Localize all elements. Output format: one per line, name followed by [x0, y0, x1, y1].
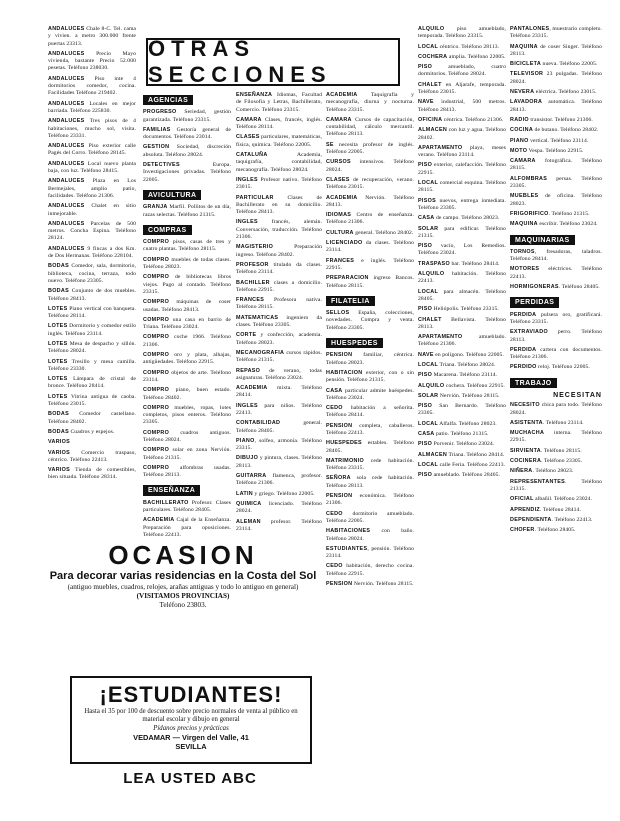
classified-ad: CAMARA fotográfica. Teléfono 28115. — [510, 158, 602, 172]
classified-ad: PISO amueblado. Teléfono 28405. — [418, 472, 501, 479]
column-2 — [143, 92, 231, 542]
section-title-text: OTRAS SECCIONES — [148, 36, 332, 87]
classified-ad: SIRVIENTA. Teléfono 28115. — [510, 447, 582, 454]
section-header: PERDIDAS — [510, 297, 559, 307]
classified-ad: NECESITO chica para todo. Teléfono 28024. — [510, 402, 602, 416]
classified-ad: LOTES Mesa de despacho y sillón. Teléfono 28024. — [48, 340, 136, 355]
classified-ad: ANDALUCES Tres pisos de 4 habitaciones, mucho sol, visita. Teléfono 23331. — [48, 118, 136, 139]
classified-ad: GRANJA Marfil. Pollitos de un día, razas selectas. Teléfono 21315. — [143, 204, 231, 218]
classified-ad: FRIGORIFICO. Teléfono 21315. — [510, 210, 590, 217]
classified-ad: PENSION familiar, céntrica. Teléfono 28023. — [326, 352, 414, 366]
classified-ad: ANDALUCES Chalet en sitio inmejorable. — [48, 203, 136, 217]
classified-ad: LOCAL comercial esquina. Teléfono 28115. — [418, 180, 506, 194]
ad-ocasion-headline: OCASION — [108, 540, 258, 570]
classified-ad: FRANCES e inglés. Teléfono 22915. — [326, 257, 414, 271]
classified-ad: HUESPEDES estables. Teléfono 28405. — [326, 440, 414, 454]
section-title — [146, 38, 400, 86]
classified-ad: HABITACIONES con baño. Teléfono 28024. — [326, 528, 414, 542]
ad-estudiantes-address1: VEDAMAR — Virgen del Valle, 41 — [133, 733, 249, 743]
section-header: ENSEÑANZA — [143, 485, 200, 495]
classified-ad: ACADEMIA Nervión. Teléfono 28413. — [326, 194, 414, 208]
classified-ad: VARIOS — [48, 439, 71, 446]
classified-ad: VARIOS Comercio traspaso, céntrico. Teléfono 22413. — [48, 449, 136, 463]
classified-ad: CHALET Bellavista. Teléfono 28113. — [418, 316, 506, 330]
classified-ad: MUCHACHA interna. Teléfono 22915. — [510, 430, 602, 444]
classified-ad: COMPRO solar en zona Nervión. Teléfono 21315. — [143, 447, 231, 461]
classified-ad: GESTION Sociedad, discreción absoluta. Teléfono 28024. — [143, 144, 231, 158]
classified-ad: MAGISTERIO Preparación ingreso. Teléfono 28402. — [236, 244, 322, 258]
classified-ad: ACADEMIA Cajal de la Enseñanza. Preparación para oposiciones. Teléfono 22413. — [143, 517, 231, 538]
classified-ad: DIBUJO y pintura, clases. Teléfono 28113. — [236, 455, 322, 469]
classified-ad: CEDO habitación a señorita. Teléfono 28414. — [326, 405, 414, 419]
classified-ad: LOCAL céntrico. Teléfono 28113. — [418, 43, 500, 50]
classified-ad: QUIMICA licenciado. Teléfono 28024. — [236, 500, 322, 515]
classified-ad: COCHERA amplia. Teléfono 22005. — [418, 53, 506, 60]
classified-ad: LOCAL calle Feria. Teléfono 22413. — [418, 461, 506, 468]
classified-ad: ANDALUCES Piso inte 4 dormitorios comedor, cocina. Facilidades Teléfono 219402. — [48, 75, 136, 97]
ad-ocasion — [48, 540, 318, 610]
ad-estudiantes-body: Hasta el 35 por 100 de descuento sobre precio normales de venta al público en material escolar y dibujo en general — [84, 708, 298, 724]
classified-ad: LOCAL Alfalfa. Teléfono 28023. — [418, 420, 497, 427]
classified-ad: LOCAL Triana. Teléfono 28024. — [418, 361, 496, 368]
classified-ad: DEPENDIENTA. Teléfono 22413. — [510, 516, 593, 523]
classified-ad: ALQUILO cochera. Teléfono 22915. — [418, 382, 505, 389]
classified-ad: COMPRO de bibliotecas libros viejos. Pago al contado. Teléfono 23315. — [143, 274, 231, 295]
classified-ad: CATALUÑA Academia, taquigrafía, contabilidad, mecanografía. Teléfono 28024. — [236, 152, 322, 173]
classified-ad: PROGRESO Seriedad, gestión garantizada. Teléfono 23315. — [143, 109, 231, 123]
classified-ad: MATRIMONIO cede habitación. Teléfono 23315. — [326, 457, 414, 472]
classified-ad: SOLAR Nervión. Teléfono 28115. — [418, 392, 500, 399]
classified-ad: PIANO vertical. Teléfono 23114. — [510, 137, 589, 144]
classified-ad: MAQUINA de coser Singer. Teléfono 28113. — [510, 43, 602, 57]
classified-ad: APARTAMENTO amueblado. Teléfono 21306. — [418, 334, 506, 348]
classified-ad: ANDALUCES Local nuevo planta baja, con luz. Teléfono 28415. — [48, 160, 136, 175]
classified-ad: PANTALONES, muestrario completo. Teléfono 23315. — [510, 26, 602, 40]
section-header: AVICULTURA — [143, 190, 201, 200]
classified-ad: BODAS Comedor castellano. Teléfono 28402. — [48, 411, 136, 425]
classified-ad: PIANO, solfeo, armonía. Teléfono 23315. — [236, 437, 322, 452]
classified-ad: TELEVISOR 23 pulgadas. Teléfono 28024. — [510, 71, 602, 85]
classified-ad: ANDALUCES Parcelas de 500 metros. Concha Espina. Teléfono 28124. — [48, 220, 136, 242]
classified-ad: MECANOGRAFIA cursos rápidos. Teléfono 21315. — [236, 349, 322, 364]
ad-estudiantes-cta: Pídanos precios y prácticas — [153, 724, 229, 732]
classified-ad: COCINA de butano. Teléfono 28402. — [510, 127, 599, 134]
classified-ad: COMPRO cuadros antiguos. Teléfono 28024. — [143, 429, 231, 443]
classified-ad: INGLES Profesor nativo. Teléfono 23015. — [236, 176, 322, 191]
classified-ad: CULTURA general. Teléfono 28402. — [326, 229, 414, 236]
classified-ad: CEDO habitación, derecho cocina. Teléfono 22915. — [326, 563, 414, 577]
classified-ad: OFICIAL albañil. Teléfono 23024. — [510, 496, 593, 503]
classified-ad: CASA particular admite huéspedes. Teléfono 23024. — [326, 387, 414, 401]
classified-ad: BACHILLERATO Profesor. Clases particulares. Teléfono 28405. — [143, 499, 231, 514]
classified-ad: OFICINA céntrica. Teléfono 21306. — [418, 116, 504, 123]
classified-ad: ANDALUCES Precio Mayo vivienda, bastante Precio 52.000 pesetas. Teléfono 238030. — [48, 50, 136, 72]
classified-ad: PISO Macarena. Teléfono 23114. — [418, 372, 498, 379]
classified-ad: FRANCES Profesora nativa. Teléfono 28115. — [236, 297, 322, 311]
classified-ad: REPASO de verano, todas asignaturas. Teléfono 23024. — [236, 367, 322, 381]
classified-ad: PENSION Nervión. Teléfono 28115. — [326, 581, 414, 588]
classified-ad: GUITARRA flamenca, profesor. Teléfono 21306. — [236, 473, 322, 487]
classified-ad: CONTABILIDAD general. Teléfono 28405. — [236, 420, 322, 434]
column-3 — [236, 92, 322, 536]
classified-ad: PENSION económica. Teléfono 21306. — [326, 493, 414, 507]
classified-ad: NIÑERA. Teléfono 28023. — [510, 468, 574, 475]
classified-ad: IDIOMAS Centro de enseñanza. Teléfono 21306. — [326, 212, 414, 226]
classified-ad: LOTES Dormitorio y comedor estilo inglés. Teléfono 23114. — [48, 323, 136, 337]
classified-ad: COMPRO muebles de todas clases. Teléfono 28023. — [143, 256, 231, 271]
classified-ad: INGLES para niños. Teléfono 22413. — [236, 402, 322, 416]
classified-ad: MUEBLES de oficina. Teléfono 28023. — [510, 193, 602, 207]
classified-ad: ALMACEN Triana. Teléfono 28414. — [418, 451, 505, 458]
classified-ad: HABITACION exterior, con o sin pensión. Teléfono 21315. — [326, 369, 414, 384]
classified-ad: ENSEÑANZA Idiomas, Facultad de Filosofía y Letras, Bachillerato, Comercio. Teléfono 23315. — [236, 92, 322, 113]
classified-ad: SE necesita profesor de inglés. Teléfono 22005. — [326, 141, 414, 156]
ad-estudiantes — [70, 676, 312, 764]
classified-ad: INGLES francés, alemán. Conversación, traducción. Teléfono 21306. — [236, 219, 322, 241]
classified-ad: COMPRO alfombras usadas. Teléfono 28113. — [143, 464, 231, 479]
classified-ad: APARTAMENTO playa, meses verano. Teléfono 23114. — [418, 144, 506, 159]
classified-ad: DETECTIVES Europa. Investigaciones privadas. Teléfono 22005. — [143, 162, 231, 183]
classified-ad: PISO vacío, Los Remedios. Teléfono 23024. — [418, 243, 506, 257]
classified-ad: COMPRO pisos, casas de tres y cuatro plantas. Teléfono 28115. — [143, 239, 231, 253]
classified-ad: LICENCIADO da clases. Teléfono 23114. — [326, 240, 414, 254]
classified-ad: ACADEMIA mixta. Teléfono 28414. — [236, 385, 322, 399]
classified-ad: ACADEMIA Taquigrafía y mecanografía, diurna y nocturna. Teléfono 23315. — [326, 92, 414, 113]
classified-ad: FAMILIAS Gestoría general de documentos. Teléfono 23014. — [143, 126, 231, 141]
classified-ad: CURSOS intensivos. Teléfono 28024. — [326, 159, 414, 173]
classified-ad: ANDALUCES Locales en mejor barriada. Teléfono 225830. — [48, 100, 136, 114]
classified-ad: NAVE en polígono. Teléfono 22005. — [418, 351, 504, 358]
ad-estudiantes-address2: SEVILLA — [175, 742, 207, 752]
classified-ad: MOTO Vespa. Teléfono 22915. — [510, 147, 584, 154]
classified-ad: CASA de campo. Teléfono 28023. — [418, 215, 500, 222]
classified-ad: COMPRO muebles, ropas, lotes completos, pisos enteros. Teléfono 23305. — [143, 404, 231, 426]
classified-ad: CAMARA Cursos de capacitación, contabilidad, cálculo mercantil. Teléfono 28113. — [326, 116, 414, 138]
column-1 — [48, 26, 136, 485]
classified-ad: VARIOS Tienda de comestibles, bien situada. Teléfono 28314. — [48, 467, 136, 481]
classified-ad: COMPRO objetos de arte. Teléfono 23114. — [143, 369, 231, 383]
classified-ad: ANDALUCES Plaza en Los Bermejales, amplio patio, facilidades. Teléfono 21306. — [48, 178, 136, 199]
classified-ad: PROFESOR titulado da clases. Teléfono 23114. — [236, 261, 322, 276]
classified-ad: PISO Heliópolis. Teléfono 23315. — [418, 306, 499, 313]
classified-ad: ALQUILO piso amueblado, temporada. Teléfono 23315. — [418, 26, 506, 40]
classified-ad: PISO exterior, calefacción. Teléfono 22915. — [418, 162, 506, 176]
classified-ad: MATEMATICAS ingeniero da clases. Teléfono 23305. — [236, 314, 322, 329]
classified-ad: ALQUILO habitación. Teléfono 22413. — [418, 271, 506, 285]
classified-ad: CHALET en Aljarafe, temporada. Teléfono 23015. — [418, 81, 506, 96]
classified-ad: CLASES particulares, matemáticas, física, química. Teléfono 22005. — [236, 134, 323, 148]
classified-ad: LOTES Lámpara de cristal de bronce. Teléfono 28414. — [48, 376, 136, 390]
classified-ad: COMPRO una casa en barrio de Triana. Teléfono 23024. — [143, 316, 231, 331]
classified-ad: CORTE y confección, academia. Teléfono 28023. — [236, 332, 322, 346]
classified-ad: BODAS Conjunto de dos muebles. Teléfono 28413. — [48, 288, 136, 302]
ad-ocasion-line3: (VISITAMOS PROVINCIAS) — [136, 592, 230, 600]
section-subheader: NECESITAN — [553, 391, 602, 399]
section-header: MAQUINARIAS — [510, 235, 575, 245]
classified-ad: APRENDIZ. Teléfono 28414. — [510, 506, 581, 513]
section-header: FILATELIA — [326, 296, 375, 306]
classified-ad: HORMIGONERAS. Teléfono 28405. — [510, 284, 600, 291]
classified-ad: PISOS nuevos, entrega inmediata. Teléfono 23305. — [418, 197, 506, 211]
classified-ad: SOLAR para edificar. Teléfono 21315. — [418, 225, 506, 239]
classified-ad: MAQUINA escribir. Teléfono 23024. — [510, 221, 598, 228]
classified-ad: ANDALUCES Chale 8-C. Tel. cama y vivien. a metro 300.000 frente puertas 23313. — [48, 26, 136, 47]
classified-ad: MOTORES eléctricos. Teléfono 22413. — [510, 266, 602, 280]
classified-ad: COMPRO máquinas de coser usadas. Teléfono 28413. — [143, 299, 231, 313]
classified-ad: LOCAL para almacén. Teléfono 28405. — [418, 288, 506, 302]
classified-ad: PERDIDA pulsera oro, gratificará. Teléfono 23315. — [510, 311, 602, 325]
classified-ad: PISO Porvenir. Teléfono 23024. — [418, 441, 495, 448]
classified-ad: LOTES Tresillo y mesa camilla. Teléfono 23330. — [48, 358, 136, 372]
ad-ocasion-phone: Teléfono 23803. — [159, 601, 207, 609]
ad-ocasion-line2: (antiguo muebles, cuadros, relojes, arañas antiguas y todo lo antiguo en general) — [67, 583, 299, 591]
classified-ad: CAMARA Clases, francés, inglés. Teléfono 28114. — [236, 116, 322, 131]
ad-estudiantes-headline: ¡ESTUDIANTES! — [99, 682, 283, 707]
classified-ad: ESTUDIANTES, pensión. Teléfono 23114. — [326, 545, 414, 560]
section-header: AGENCIAS — [143, 95, 193, 105]
ad-ocasion-line1: Para decorar varias residencias en la Costa del Sol — [49, 570, 317, 582]
column-5 — [418, 26, 506, 483]
classified-ad: PENSION completa, caballeros. Teléfono 22413. — [326, 422, 414, 436]
classified-ad: COMPRO piano, buen estado. Teléfono 28402. — [143, 387, 231, 401]
classified-ad: ALEMAN profesor. Teléfono 23114. — [236, 518, 322, 532]
section-header: HUESPEDES — [326, 338, 383, 348]
classified-ad: CEDO dormitorio amueblado. Teléfono 22005. — [326, 510, 414, 524]
classified-ad: COMPRO coche 1966. Teléfono 21306. — [143, 334, 231, 348]
classified-ad: LATIN y griego. Teléfono 22005. — [236, 490, 315, 497]
classified-ad: SEÑORA sola cede habitación. Teléfono 28113. — [326, 475, 414, 489]
classified-ad: EXTRAVIADO perro. Teléfono 28113. — [510, 329, 602, 343]
classified-ad: ASISTENTA. Teléfono 23114. — [510, 419, 584, 426]
classified-ad: PERDIDO reloj. Teléfono 22005. — [510, 364, 590, 371]
section-header: COMPRAS — [143, 225, 192, 235]
section-header: TRABAJO — [510, 378, 557, 388]
classified-ad: CASA patio. Teléfono 21315. — [418, 431, 489, 438]
classified-ad: BODAS Cuadros y espejos. — [48, 428, 115, 435]
classified-ad: LOTES Vitrina antigua de caoba. Teléfono 23015. — [48, 393, 136, 408]
classified-ad: BODAS Comedor, sala, dormitorio, biblioteca, cocina, terraza, todo nuevo. Teléfono 23305. — [48, 263, 136, 284]
classified-ad: COMPRO oro y plata, alhajas, antigüedades. Teléfono 22915. — [143, 352, 231, 366]
classified-ad: NAVE industrial, 500 metros. Teléfono 28413. — [418, 99, 506, 113]
classified-ad: BICICLETA nueva. Teléfono 22005. — [510, 61, 598, 68]
classified-ad: SELLOS España, colecciones, novedades. Compra y venta. Teléfono 23305. — [326, 310, 414, 331]
classified-ad: TRASPASO bar. Teléfono 28414. — [418, 260, 500, 267]
footer-lea-usted-abc: LEA USTED ABC — [123, 770, 257, 787]
classified-ad: LOTES Piano vertical con banqueta. Teléfono 28114. — [48, 305, 136, 320]
classified-ad: RADIO transistor. Teléfono 21306. — [510, 116, 593, 123]
classified-ad: CLASES de recuperación, verano. Teléfono 23015. — [326, 176, 414, 191]
classified-ad: CHOFER. Teléfono 28405. — [510, 527, 576, 534]
classified-ad: TORNOS, fresadoras, taladros. Teléfono 28414. — [510, 248, 602, 263]
classified-ad: NEVERA eléctrica. Teléfono 23015. — [510, 89, 597, 96]
classified-ad: PERDIDA cartera con documentos. Teléfono 21306. — [510, 346, 602, 361]
column-4 — [326, 92, 414, 591]
classified-ad: ANDALUCES Piso exterior calle Pagés del Corro. Teléfono 28145. — [48, 143, 136, 157]
classified-ad: REPRESENTANTES. Teléfono 21315. — [510, 478, 602, 492]
column-6 — [510, 26, 602, 537]
classified-ad: ANDALUCES 9 fincas a dos Km. de Dos Hermanas. Teléfono 228104. — [48, 245, 136, 260]
classified-ad: ALMACEN con luz y agua. Teléfono 28402. — [418, 127, 506, 141]
classified-ad: LAVADORA automática. Teléfono 28413. — [510, 99, 602, 113]
classified-ad: PISO amueblado, cuatro dormitorios. Teléfono 28024. — [418, 64, 506, 78]
classified-ad: PISO San Bernardo. Teléfono 23305. — [418, 403, 506, 417]
classified-ad: COCINERA. Teléfono 23305. — [510, 458, 583, 465]
classified-ad: ALFOMBRAS persas. Teléfono 23305. — [510, 175, 602, 190]
classified-ad: BACHILLER clases a domicilio. Teléfono 22915. — [236, 279, 322, 293]
classified-ad: PARTICULAR Clases de Bachillerato en su domicilio. Teléfono 28413. — [236, 194, 322, 216]
classified-ad: PREPARACION ingreso Bancos. Teléfono 28115. — [326, 275, 414, 289]
